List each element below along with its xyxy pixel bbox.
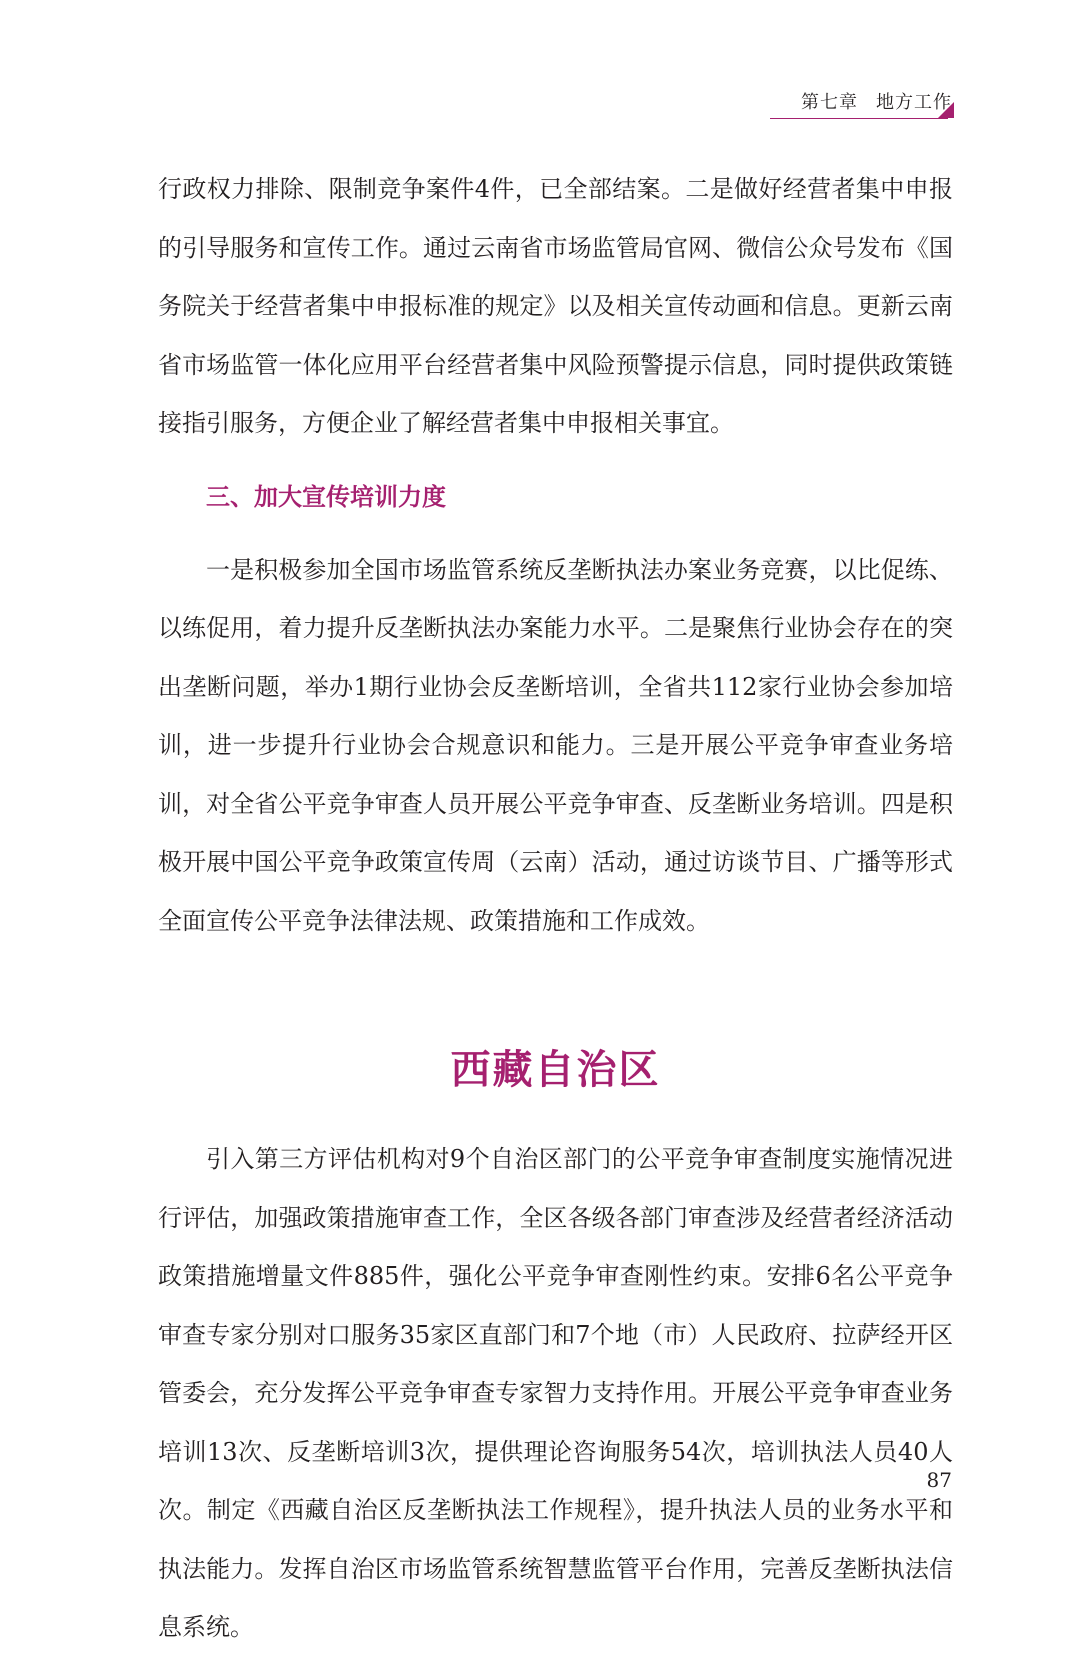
paragraph-continued: 行政权力排除、限制竞争案件4件，已全部结案。二是做好经营者集中申报的引导服务和宣传工作。通过云南省市场监管局官网、微信公众号发布《国务院关于经营者集中申报标准的规定》以及相关宣传动画和信息。更新云南省市场监管一体化应用平台经营者集中风险预警提示信息，同时提供政策链接指引服务，方便企业了解经营者集中申报相关事宜。 <box>158 175 953 437</box>
header-rule <box>770 118 948 119</box>
page-body <box>158 160 953 1657</box>
running-header <box>801 88 952 114</box>
header-chapter: 第七章 <box>801 92 858 113</box>
paragraph-tibet: 引入第三方评估机构对9个自治区部门的公平竞争审查制度实施情况进行评估，加强政策措施审查工作，全区各级各部门审查涉及经营者经济活动政策措施增量文件885件，强化公平竞争审查刚性约束。安排6名公平竞争审查专家分别对口服务35家区直部门和7个地（市）人民政府、拉萨经开区管委会，充分发挥公平竞争审查专家智力支持作用。开展公平竞争审查业务培训13次、反垄断培训3次，提供理论咨询服务54次，培训执法人员40人次。制定《西藏自治区反垄断执法工作规程》，提升执法人员的业务水平和执法能力。发挥自治区市场监管系统智慧监管平台作用，完善反垄断执法信息系统。 <box>158 1145 953 1641</box>
header-triangle-icon <box>938 102 954 118</box>
section-subheading: 三、加大宣传培训力度 <box>206 482 446 511</box>
header-section: 地方工作 <box>876 92 952 113</box>
paragraph-training: 一是积极参加全国市场监管系统反垄断执法办案业务竞赛，以比促练、以练促用，着力提升反垄断执法办案能力水平。二是聚焦行业协会存在的突出垄断问题，举办1期行业协会反垄断培训，全省共112家行业协会参加培训，进一步提升行业协会合规意识和能力。三是开展公平竞争审查业务培训，对全省公平竞争审查人员开展公平竞争审查、反垄断业务培训。四是积极开展中国公平竞争政策宣传周（云南）活动，通过访谈节目、广播等形式全面宣传公平竞争法律法规、政策措施和工作成效。 <box>158 555 953 935</box>
region-title: 西藏自治区 <box>450 1047 661 1093</box>
page-number: 87 <box>926 1468 952 1492</box>
